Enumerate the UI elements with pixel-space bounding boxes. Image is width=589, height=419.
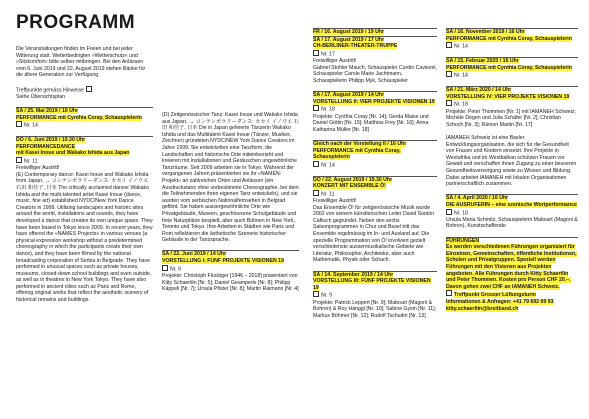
event-7-text: Das Ensemble Ö! für zeitgenössische Musik wurde 2002 von seinem künstlerischen Leiter David Sontón Caflisch gegründet. Neben den sechs Saisonprogrammen in Chur und Basel tritt das Ensemble regelmässig im In- und Ausland auf. Die spezielle Programmation von Ö! involviert gezielt verschiedenste aussermusikalische Gebiete wie Literatur, Philosophie, Architektur, aber auch Mathematik, Physik oder Schach. <box>313 204 435 264</box>
event-3-date: SA / 22. Juni 2019 / 14 Uhr <box>162 251 227 258</box>
event-10-date: SA / 15. Februar 2020 / 16 Uhr <box>446 58 519 65</box>
event-7-date: DO / 22. August 2019 / 19.30 Uhr <box>313 176 393 183</box>
event-12-text: Ursula Maria Schmitz, Schauspielerin Maboart (Magoni & Bohren), Kunstschaffende <box>446 216 578 230</box>
marker-icon <box>313 161 319 167</box>
event-11-date: SA / 21. März 2020 / 14 Uhr <box>446 87 512 94</box>
event-2-title-1: PERFORMANCEDANCE <box>16 143 76 150</box>
event-1-date: SA / 25. Mai 2019 / 16 Uhr <box>16 108 79 115</box>
event-3 <box>162 250 299 292</box>
marker-icon <box>446 42 452 48</box>
event-5-date: SA / 17. August 2019 / 14 Uhr <box>313 92 385 99</box>
event-11-nr: Nr. 18 <box>454 102 468 109</box>
tours-title: FÜHRUNGEN <box>446 237 480 244</box>
event-4-free: Freiwilliger Austritt! <box>313 58 357 65</box>
marker-icon <box>162 265 168 271</box>
event-2-text-en: (E) Contemporary dance: Kasei Inoue and Wakako Ishida from Japan. → コンテンポラリーダンス: カセイ イノウエ 石田 和佳子, 日本 The critically acclaimed dancer Wakako Ishida and the multi-talented artist Kasei Inoue (dance, music, fine art) established NYDC/New York Dance Creators in 1999. Utilising landscapes and historic sites around the world, installations and sounds, they have developed a dance that creates its own unique space. They have been based in Tokyo since 2009. In recent years, they have offered the «NAMES Projects» in various venues (a physical expression workshop without a predetermined choreography in which the participants create their own dance), and they have been filmed by the national broadcasting corporation of Serbia in Belgrade. They have performed in unusual spaces such as private houses, museums, closed-down school buildings and even outside, as well as in theatres in New York Tokyo. They have also performed in ancient cities such as Paris and Rome, offering original works that reflect the aesthetic scenery of historical remains and buildings. <box>16 171 153 304</box>
event-7-title: KONZERT MIT ENSEMBLE Ö! <box>313 183 386 190</box>
tours-meeting: Treffpunkt Grosser Lüftungsturm <box>454 292 536 299</box>
event-8-date: SA / 14. September 2019 / 14 Uhr <box>313 271 394 278</box>
marker-icon <box>313 291 319 297</box>
meeting-info <box>16 86 153 101</box>
event-6-nr: Nr. 14 <box>321 162 335 169</box>
marker-icon <box>313 50 319 56</box>
event-8-text: Projekte: Patrick Leppert [Nr. 9]; Maboart (Magoni & Bohren) & Roy Hänggi [Nr. 10]; Sabine Gysin [Nr. 11]; Markus Böhmer [Nr. 12]; Rudolf Tschudin [Nr. 13] <box>313 299 437 319</box>
event-10-nr: Nr. 14 <box>454 72 468 79</box>
event-6-title-1: Gleich nach der Vorstellung II / 16 Uhr <box>313 140 407 147</box>
event-6 <box>313 140 437 169</box>
event-9-nr: Nr. 14 <box>454 43 468 50</box>
event-7 <box>313 176 437 264</box>
event-2-free: Freiwilliger Austritt! <box>16 165 60 172</box>
tours-info: Informationen & Anfragen: +41 79 692 69 93 <box>446 298 554 305</box>
tours-text: Es werden verschiedenen Führungen organisiert für Einzelnen, Gemeinschaften, öffentliche Institutionen, Schulen und Privatgruppen. Speziell werden Führungen mit den Visionen aus Projekten angeboten. Alle Führungen durch Kitty Schaertlin und Peter Thommen. Kosten pro Person CHF 20.–. Davon gehen zwei CHF an IAMANEH Schweiz. <box>446 244 577 290</box>
event-4 <box>313 28 437 84</box>
event-11-text: Projekte: Peter Thommen [Nr. 1] mit IAMANEH Schweiz; Michèle Degen und Julia Schäfer [Nr. 2]; Christian Schoch [Nr. 3]; Rämon Martin [Nr. 17] <box>446 108 576 128</box>
event-4-nr: Nr. 17 <box>321 51 335 58</box>
event-5 <box>313 91 437 133</box>
event-1-title: PERFORMANCE mit Cynthia Coray, Schauspielerin <box>16 114 142 121</box>
event-10 <box>446 57 578 79</box>
meeting-line-2: Siehe Übersichtsplan <box>16 93 66 100</box>
column-2 <box>162 112 299 299</box>
intro-text: Die Veranstaltungen finden im Freien und bei jeder Witterung statt. Wetterbedingten »Wetterschutz« und »Sitzkomfort« bitte selber mitbringen. Bei den Anlässen vom 6. Juni 2019 und 22. August 2019 stehen Bänke für die ältere Generation zur Verfügung. <box>16 46 146 79</box>
marker-icon <box>16 157 22 163</box>
tours-email[interactable]: kitty.schaertlin@breitband.ch <box>446 305 519 312</box>
meeting-line-1: Treffpunkte gemäss Hinweise <box>16 87 85 94</box>
event-3-text: Projekte: Christoph Flückiger [1946 – 2018] präsentiert von Kitty Schaertlin [Nr. 5]; Daniel Geamperle [Nr. 8]; Philipp Käppeli [Nr. 7]; Ursula Pfister [Nr. 8]; Martin Raimann [Nr. 4] <box>162 272 299 293</box>
event-1-nr: Nr. 14 <box>24 122 38 129</box>
event-5-text: Projekte: Cynthia Coray [Nr. 14]; Gerda Maise und Daniel Göttin [Nr. 15]; Matthias Frey [Nr. 16]; Anna Katharina Müller [Nr. 18] <box>313 113 429 133</box>
event-11 <box>446 86 578 188</box>
event-11-text-2: IAMANEH Schweiz ist eine Basler Entwicklungsorganisation, die sich für die Gesundheit von Frauen und Kindern einsetzt. Ihre Projekte in Westafrika und im Westbalkan schützen Frauen vor Gewalt und verschaffen ihnen Zugang zu einer besseren Gesundheitsversorgung sowie zu Wissen und Bildung. Dabei arbeitet IAMANEH mit lokalen Organisationen partnerschaftlich zusammen. <box>446 135 577 188</box>
page-title: PROGRAMM <box>16 12 136 33</box>
marker-icon <box>86 86 92 92</box>
event-2 <box>16 136 153 304</box>
marker-icon <box>446 100 452 106</box>
event-7-free: Freiwilliger Austritt! <box>313 198 357 205</box>
event-12-nr: Nr. 10 <box>454 210 468 217</box>
event-2-nr: Nr. 11 <box>24 158 38 165</box>
event-2-date: DO / 6. Juni 2019 / 19.30 Uhr <box>16 137 86 144</box>
column-4 <box>446 28 578 319</box>
marker-icon <box>313 105 319 111</box>
event-10-title: PERFORMANCE mit Cynthia Coray, Schauspielerin <box>446 64 572 71</box>
event-8-nr: Nr. 9 <box>321 293 332 300</box>
event-8 <box>313 271 437 320</box>
event-2-title-2: mit Kasei Inoue und Wakako Ishida aus Japan <box>16 150 130 157</box>
column-3 <box>313 28 437 326</box>
event-9-title: PERFORMANCE mit Cynthia Coray, Schauspielerin <box>446 35 572 42</box>
column-1 <box>16 46 153 310</box>
event-9 <box>446 28 578 50</box>
event-9-date: SA / 16. November 2019 / 16 Uhr <box>446 29 525 35</box>
event-6-title-2: PERFORMANCE mit Cynthia Coray, Schauspielerin <box>313 147 401 161</box>
marker-icon <box>446 290 452 296</box>
marker-icon <box>446 209 452 215</box>
marker-icon <box>313 190 319 196</box>
event-11-title: VORSTELLUNG IV: VIER PROJEKTE VISIONEN 19 <box>446 93 570 100</box>
guided-tours <box>446 237 578 313</box>
event-8-title: VORSTELLUNG III: FÜNF PROJEKTE VISIONEN 19 <box>313 278 431 291</box>
event-4-date-1: FR / 16. August 2019 / 19 Uhr <box>313 29 385 35</box>
event-4-date-2: SA / 17. August 2019 / 17 Uhr <box>313 36 385 43</box>
event-1 <box>16 107 153 129</box>
event-12 <box>446 194 578 230</box>
event-2-text-de: (D) Zeitgenössischer Tanz: Kasei Inoue und Wakako Ishida aus Japan. → コンテンポラリーダンス: カセイ イノウエ 石田 和佳子, 日本 Die in Japan gefeierte Tänzerin Wakako Ishida und das Multitalent Kasei Inoue (Tänzer, Musiker, Zeichner) gründeten NYDC/NEW York Dance Creators im Jahre 1999. Sie entwickelten eine Tanzform, die Landschaften und historische Orte miteinbezieht und kreieren mit Installationen und Geräuschen ungewöhnliche Tanzräume. Seit 2009 arbeiten sie in Tokyo. Während der vergangenen Jahren präsentierten sie ihr «NAMEN-Projekt» an zahlreichen Orten und Anlässen (ein Ausdruckstanz ohne vorbestimmte Choreographie, bei dem die Teilnehmenden ihren eigenen Tanz entwickeln), und sie wurden vom serbischen Nationalfernsehen in Belgrad gefilmt. Sie haben aussergewöhnliche Orte wie Privatgebäude, Museen, geschlossene Schulgebäude und freie Naturplätze bespielt, aber auch Bühnen in New York, Toronto und Tokyo. Ihre Arbeiten in Städten wie Paris und Rom reflektieren die ästhetische Szenerie historischer Gebäude in der Tanzsprache. <box>162 112 299 244</box>
marker-icon <box>16 121 22 127</box>
marker-icon <box>446 71 452 77</box>
event-12-title: DIE AUSRUFERIN – eine szenische Wortperformance <box>446 201 577 208</box>
event-7-nr: Nr. 11 <box>321 191 335 198</box>
event-4-title: CH-BERLINER-THEATER-TRUPPE <box>313 43 398 50</box>
event-12-date: SA / 4. April 2020 / 16 Uhr <box>446 195 509 202</box>
event-3-title: VORSTELLUNG I: FÜNF PROJEKTE VISIONEN 19 <box>162 258 284 265</box>
event-5-nr: Nr. 18 <box>321 106 335 113</box>
event-5-title: VORSTELLUNG II: VIER PROJEKTE VISIONEN 19 <box>313 98 435 105</box>
event-3-nr: Nr. 9 <box>170 266 181 273</box>
event-4-text: Gabriel Stohler Mauch, Schauspieler Curdin Caviezel, Schauspieler Carole Marie Jachtmann, Schauspielerin Philipp Myk, Schauspieler <box>313 64 437 84</box>
